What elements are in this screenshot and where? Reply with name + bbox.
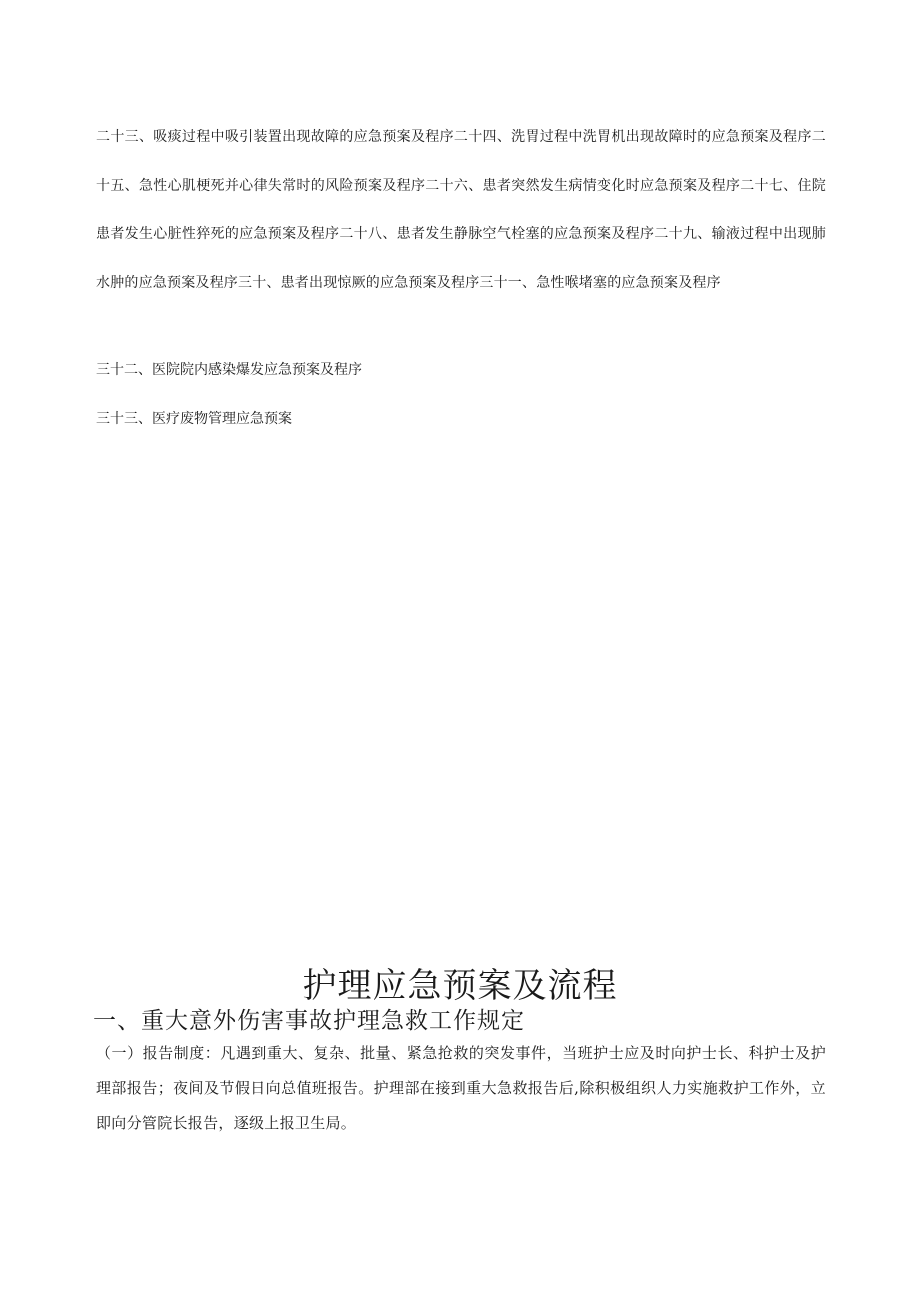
toc-item-33: 三十三、医疗废物管理应急预案 — [96, 411, 292, 427]
section-heading: 一、重大意外伤害事故护理急救工作规定 — [93, 1008, 525, 1035]
toc-paragraph: 二十三、吸痰过程中吸引装置出现故障的应急预案及程序二十四、洗胃过程中洗胃机出现故障时的应急预案及程序二十五、急性心肌梗死并心律失常时的风险预案及程序二十六、患者突然发生病情变化时应急预案及程序二十七、住院患者发生心脏性猝死的应急预案及程序二十八、患者发生静脉空气栓塞的应急预案及程序二十九、输液过程中出现肺水肿的应急预案及程序三十、患者出现惊厥的应急预案及程序三十一、急性喉堵塞的应急预案及程序 — [96, 129, 826, 291]
page-title: 护理应急预案及流程 — [302, 965, 618, 1006]
body-paragraph: （一）报告制度：凡遇到重大、复杂、批量、紧急抢救的突发事件，当班护士应及时向护士长、科护士及护理部报告；夜间及节假日向总值班报告。护理部在接到重大急救报告后,除积极组织人力实施救护工作外，立即向分管院长报告，逐级上报卫生局。 — [96, 1044, 826, 1132]
toc-item-32: 三十二、医院院内感染爆发应急预案及程序 — [96, 362, 362, 378]
